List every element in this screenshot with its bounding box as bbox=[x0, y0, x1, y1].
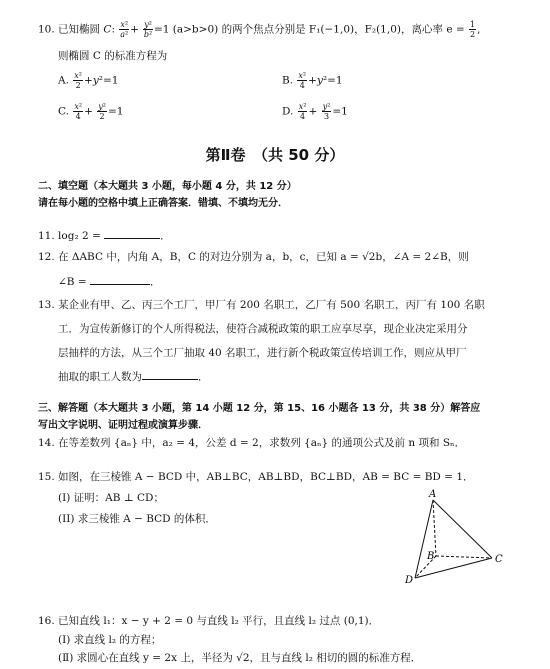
question-12-number: 12. bbox=[38, 251, 55, 263]
question-15-part2: (II) 求三棱锥 A − BCD 的体积． bbox=[58, 513, 216, 525]
vertex-b-label: B bbox=[427, 551, 435, 562]
option-c: C. $\frac{\text{x²}}{4}$ + $\frac{\text{y²}}{2}$ =1 bbox=[58, 102, 124, 121]
section-2-instruction: 请在每小题的空格中填上正确答案．错填、不填均无分． bbox=[38, 198, 288, 209]
option-d-frac2: $\frac{\text{y²}}{3}$ bbox=[322, 102, 331, 121]
option-a: A. $\frac{\text{x²}}{2}$ +y²=1 bbox=[58, 71, 119, 90]
question-13-text-1: 某企业有甲、乙、丙三个工厂，甲厂有 200 名职工，乙厂有 500 名职工，丙厂有 100 名职 bbox=[58, 299, 485, 311]
question-13-text-3: 层抽样的方法，从三个工厂抽取 40 名职工，进行新个税政策宣传培训工作，则应从甲厂 bbox=[58, 347, 467, 359]
section-2-title: 二、填空题（本大题共 3 小题，每小题 4 分，共 12 分） bbox=[38, 181, 297, 192]
question-13-line1 bbox=[38, 298, 485, 312]
vertex-c-label: C bbox=[495, 554, 503, 565]
edge-ac bbox=[433, 500, 492, 558]
option-b-label: B. bbox=[282, 74, 294, 87]
answer-blank-11[interactable] bbox=[104, 228, 160, 239]
question-15-part1: (I) 证明：AB ⊥ CD； bbox=[58, 492, 164, 504]
question-15-number: 15. bbox=[38, 471, 55, 483]
question-14 bbox=[38, 436, 465, 450]
tetrahedron-figure bbox=[400, 486, 520, 586]
question-16-number: 16. bbox=[38, 615, 55, 627]
question-14-number: 14. bbox=[38, 437, 55, 449]
question-11-text: log₂ 2 = bbox=[58, 230, 101, 242]
question-15-text: 如图，在三棱锥 A − BCD 中，AB⊥BC，AB⊥BD，BC⊥BD，AB = BC = BD = 1． bbox=[58, 471, 474, 483]
question-10-number: 10. bbox=[38, 23, 55, 36]
option-b: B. $\frac{\text{x²}}{4}$ +y²=1 bbox=[282, 71, 343, 90]
option-a-label: A. bbox=[58, 74, 69, 87]
option-c-frac1: $\frac{\text{x²}}{4}$ bbox=[74, 102, 83, 121]
ellipse-y-term: $\frac{\text{y²}}{\text{b²}}$ bbox=[143, 20, 153, 39]
question-15 bbox=[38, 470, 474, 484]
question-10-stem-b: (a>b>0) 的两个焦点分别是 F₁(−1,0)，F₂(1,0)，离心率 e = bbox=[172, 23, 465, 36]
question-10-stem: 10. 已知椭圆 C: $\frac{\text{x²}}{\text{a²}}$ + $\frac{\text{y²}}{\text{b²}}$ =1 (a>b>0) 的两个焦点分别是 F₁(−1,0)，F₂(1,0)，离心率 e = $\frac{1}{2}$ , bbox=[38, 20, 481, 39]
question-13-number: 13. bbox=[38, 299, 55, 311]
question-16-text: 已知直线 l₁：x − y + 2 = 0 与直线 l₂ 平行，且直线 l₂ 过点 (0,1)． bbox=[58, 615, 380, 627]
option-d: D. $\frac{\text{x²}}{4}$ + $\frac{\text{y²}}{3}$ =1 bbox=[282, 102, 348, 121]
edge-bc bbox=[436, 556, 492, 558]
question-13-text-2: 工．为宣传新修订的个人所得税法，使符合减税政策的职工应享尽享，现企业决定采用分 bbox=[58, 323, 468, 335]
question-10-stem-c: 则椭圆 C 的标准方程为 bbox=[58, 50, 168, 62]
answer-blank-13[interactable] bbox=[142, 369, 198, 380]
edge-ad bbox=[415, 500, 433, 578]
edge-ab bbox=[433, 500, 436, 556]
question-12-cont: ∠B = ． bbox=[58, 276, 161, 288]
eccentricity-fraction: $\frac{1}{2}$ bbox=[470, 20, 476, 39]
option-b-frac: $\frac{\text{x²}}{4}$ bbox=[298, 71, 307, 90]
question-14-text: 在等差数列 {aₙ} 中，a₂ = 4，公差 d = 2，求数列 {aₙ} 的通项公式及前 n 项和 Sₙ． bbox=[58, 437, 466, 449]
question-16 bbox=[38, 614, 379, 628]
question-11: 11. log₂ 2 = ． bbox=[38, 230, 171, 242]
question-11-number: 11. bbox=[38, 230, 55, 242]
section-3-title: 三、解答题（本大题共 3 小题，第 14 小题 12 分，第 15、16 小题各 13 分，共 38 分）解答应 bbox=[38, 403, 481, 414]
answer-blank-12[interactable] bbox=[90, 274, 150, 285]
option-c-label: C. bbox=[58, 105, 69, 118]
option-a-frac: $\frac{\text{x²}}{2}$ bbox=[74, 71, 82, 90]
section-3-instruction: 写出文字说明、证明过程或演算步骤． bbox=[38, 420, 208, 431]
question-13-text-4: 抽取的职工人数为 bbox=[58, 371, 142, 383]
vertex-d-label: D bbox=[405, 575, 414, 586]
ellipse-name: C bbox=[103, 23, 112, 36]
option-d-frac1: $\frac{\text{x²}}{4}$ bbox=[298, 102, 307, 121]
question-16-part2: (Ⅱ) 求圆心在直线 y = 2x 上，半径为 √2，且与直线 l₂ 相切的圆的标准方程． bbox=[58, 652, 422, 664]
option-c-frac2: $\frac{\text{y²}}{2}$ bbox=[98, 102, 106, 121]
volume-title: 第Ⅱ卷 （共 50 分） bbox=[205, 146, 345, 164]
vertex-a-label: A bbox=[429, 489, 437, 500]
ellipse-x-term: $\frac{\text{x²}}{\text{a²}}$ bbox=[120, 20, 129, 39]
question-12-line1: 在 ΔABC 中，内角 A，B，C 的对边分别为 a，b，c，已知 a = √2b，∠A = 2∠B，则 bbox=[58, 251, 469, 263]
question-12 bbox=[38, 250, 469, 264]
question-10-stem-a: 已知椭圆 bbox=[58, 23, 101, 36]
option-d-label: D. bbox=[282, 105, 294, 118]
question-13-line4: 抽取的职工人数为 ． bbox=[58, 371, 209, 383]
question-16-part1: (Ⅰ) 求直线 l₂ 的方程； bbox=[58, 634, 162, 646]
question-12-line2: ∠B = bbox=[58, 276, 87, 288]
